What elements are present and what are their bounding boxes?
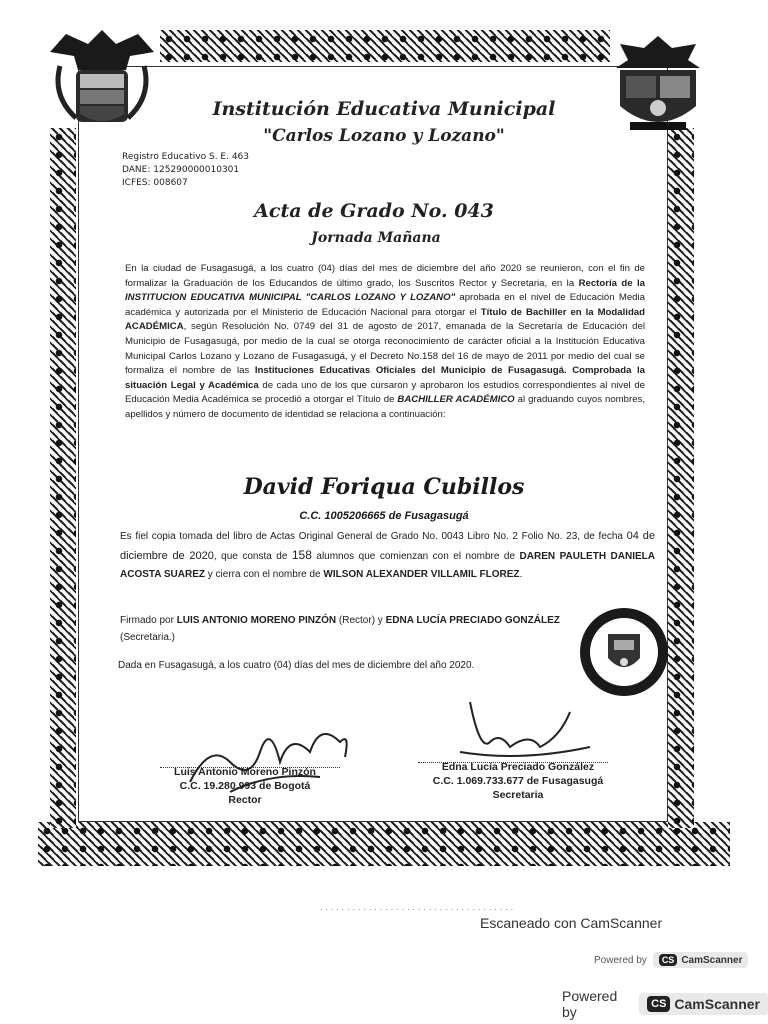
graduate-id: C.C. 1005206665 de Fusagasugá — [299, 510, 469, 522]
body-text: al graduando cuyos nombres, apellidos y número de documento de identidad se relaciona a continuación: — [125, 394, 646, 420]
copy-note-text: alumnos que comienzan con el nombre de — [311, 551, 520, 562]
camscanner-badge — [653, 952, 749, 968]
dane-line: DANE: 125290000010301 — [122, 165, 240, 175]
rector-id: C.C. 19.280.993 de Bogotá — [179, 780, 311, 792]
scanned-with-text: Escaneado con CamScanner — [480, 915, 663, 931]
icfes-line: ICFES: 008607 — [122, 178, 188, 188]
acta-body-paragraph — [125, 262, 645, 423]
degree-awarded: BACHILLER ACADÉMICO — [397, 394, 515, 406]
registry-line: Registro Educativo S. E. 463 — [122, 152, 249, 162]
last-student-name: WILSON ALEXANDER VILLAMIL FLOREZ — [323, 569, 520, 580]
powered-by-large — [562, 988, 768, 1020]
powered-by-label: Powered by — [562, 988, 618, 1020]
acta-title: Acta de Grado No. 043 — [254, 200, 494, 222]
issued-date-note: Dada en Fusagasugá, a los cuatro (04) días del mes de diciembre del año 2020. — [118, 660, 475, 671]
body-text: aprobada en el nivel de Educación Media académica y autorizada por el Ministerio de Educación Nacional para otorgar el — [125, 292, 645, 318]
first-student-name: DAREN PAULETH DANIELA ACOSTA SUAREZ — [120, 551, 655, 580]
signed-by-text: Firmado por — [120, 615, 177, 626]
shift-label: Jornada Mañana — [311, 230, 441, 246]
secretary-id: C.C. 1.069.733.677 de Fusagasugá — [432, 775, 604, 787]
camscanner-brand: CamScanner — [674, 996, 760, 1012]
copy-note-text: Es fiel copia tomada del libro de Actas Original General de Grado No. 0043 Libro No. 2 Folio No. 23, de fecha — [120, 531, 627, 542]
copy-note-text: , que consta de — [213, 551, 292, 562]
rector-role: Rector — [228, 794, 262, 806]
copy-note-text: . — [519, 569, 523, 580]
body-text: de cada uno de los que cursaron y aprobaron los estudios correspondientes al nivel de Educación Media Académica se procedió a otorgar el Título de — [125, 379, 645, 406]
rector-signature-block — [150, 765, 340, 807]
institution-name: Institución Educativa Municipal — [212, 98, 556, 120]
ornamental-border-bottom — [38, 822, 730, 866]
secretary-name-inline: EDNA LUCÍA PRECIADO GONZÁLEZ — [385, 615, 560, 626]
body-text: , según Resolución No. 0749 del 31 de agosto de 2017, emanada de la Secretaría de Educación del Municipio de Fusagasugá, por medio de la cual se otorga reconocimiento de carácter oficial a la Institución Educativa Municipal Carlos Lozano y Lozano de Fusagasugá, y el Decreto No.158 del 16 de mayo de 2011 por medio del cual se formaliza el nombre de las — [125, 321, 645, 377]
body-text: En la ciudad de Fusagasugá, a los cuatro (04) días del mes de diciembre del año 2020 se reunieron, con el fin de formalizar la Graduación de los Educandos de último grado, los Suscritos Rector y Secretaria, en la — [125, 263, 645, 289]
copy-note-text: y cierra con el nombre de — [205, 569, 324, 580]
camscanner-logo-icon: CS — [647, 996, 670, 1012]
secretary-name: Edna Lucía Preciado González — [441, 761, 595, 773]
rector-name: Luis Antonio Moreno Pinzón — [174, 766, 316, 778]
body-text: Instituciones Educativas Oficiales del Municipio de Fusagasugá. Comprobada la situación Legal y Académica — [125, 365, 645, 391]
camscanner-badge — [639, 993, 768, 1015]
rector-name-inline: LUIS ANTONIO MORENO PINZÓN — [176, 615, 337, 626]
degree-title: Título de Bachiller en la Modalidad ACADÉMICA — [125, 306, 645, 333]
secretary-signature-block — [408, 760, 628, 802]
institution-subtitle: "Carlos Lozano y Lozano" — [263, 126, 505, 146]
camscanner-brand: CamScanner — [681, 954, 743, 966]
student-count: 158 — [291, 548, 312, 562]
copy-note — [120, 527, 655, 584]
faint-footer-text: · · · · · · · · · · · · · · · · · · · · · · · · · · · · · · · · · · · · — [320, 906, 514, 914]
signed-by-text: (Secretaria.) — [120, 632, 176, 643]
school-crest-icon — [610, 34, 706, 138]
camscanner-logo-icon: CS — [659, 954, 678, 966]
signed-by-text: (Rector) y — [336, 615, 386, 626]
official-seal-icon — [578, 606, 670, 698]
powered-by-label: Powered by — [594, 954, 647, 966]
powered-by-small — [594, 952, 748, 968]
graduate-name: David Foriqua Cubillos — [243, 474, 525, 500]
institution-ref: INSTITUCION EDUCATIVA MUNICIPAL "CARLOS LOZANO Y LOZANO" — [125, 292, 456, 304]
signed-by-note — [120, 612, 560, 646]
body-text: Rectoría de la — [578, 277, 646, 289]
ornamental-border-top — [160, 30, 610, 62]
record-date: 04 de diciembre de 2020 — [120, 530, 656, 562]
secretary-role: Secretaria — [492, 789, 544, 801]
